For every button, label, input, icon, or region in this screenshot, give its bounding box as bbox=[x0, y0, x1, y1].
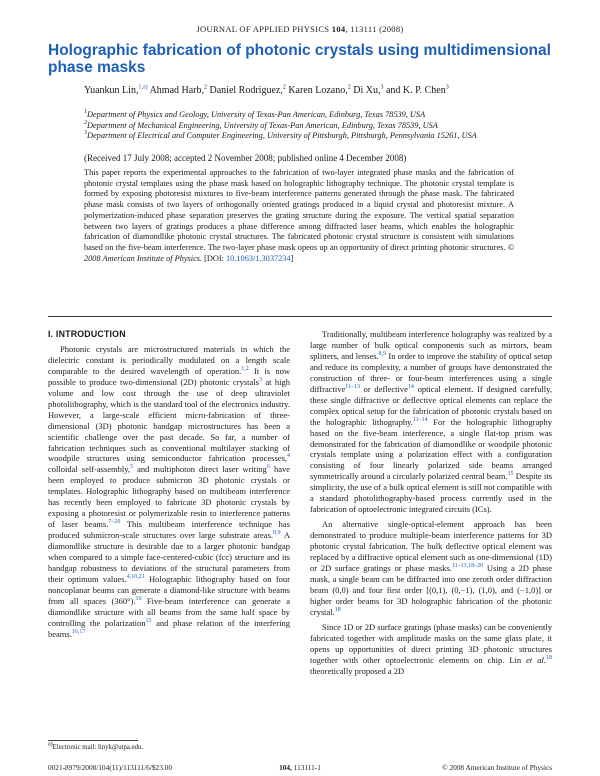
author-name: Yuankun Lin, bbox=[84, 85, 139, 96]
author-superscript: 2 bbox=[204, 84, 208, 91]
text-run: An alternative single-optical-element approach has been demonstrated to produce multiple-beam interference patterns for 3D photonic crystal fabrication. The bulk deflective optical element was replaced by a diffractive optical element such as one-dimensional (1D) or 2D surface gratings or phase masks. bbox=[310, 519, 552, 574]
text-run: et al. bbox=[526, 654, 546, 665]
article-number: 113111 (2008) bbox=[350, 24, 404, 34]
footer-volume: 104, bbox=[279, 763, 292, 772]
copyright-notice: © 2008 American Institute of Physics. bbox=[84, 242, 514, 263]
citation[interactable]: 4 bbox=[287, 453, 290, 460]
author-name: Karen Lozano, bbox=[285, 85, 348, 96]
text-run: or deflective bbox=[360, 383, 408, 394]
text-run: have been employed to produce submicron 3D photonic crystals or templates. Holographic lithography based on multibeam interference has recently been employed to fabricate 3D photonic crystals by exposing a photoresist or polymerizable resin to interference patterns of laser beams. bbox=[48, 464, 290, 530]
citation[interactable]: 10 bbox=[135, 596, 142, 603]
doi-bracket: ] bbox=[290, 253, 294, 263]
divider bbox=[48, 316, 552, 317]
author-name: and K. P. Chen bbox=[383, 85, 446, 96]
author-name: Daniel Rodriguez, bbox=[207, 85, 283, 96]
text-run: A diamondlike structure is desirable due to a larger photonic bandgap when compared to a simple face-centered-cubic (fcc) structure and its bandgap robustness to deviations of the structural parameters from their optimum values. bbox=[48, 530, 291, 584]
abstract-text: This paper reports the experimental approaches to the fabrication of two-layer integrated phase masks and the fabrication of photonic crystal templates using the phase mask based on holographic lithography technique. The photonic crystal template is formed by exposing photoresist mixtures to five-beam interference patterns generated through the phase mask. The fabricated phase mask consists of two layers of orthogonally oriented gratings produced in a liquid crystal and photoresist mixture. A polymerization-induced phase separation preserves the grating structure during the exposure. The vertical spatial separation between two layers of gratings produces a phase difference among diffracted laser beams, which enables the holographic fabrication of diamondlike photonic crystal structures. The fabricated photonic crystal structure is consistent with simulations based on the five-beam interference. The two-layer phase mask opens up an opportunity of direct printing photonic structures. bbox=[84, 168, 514, 252]
doi-link[interactable]: 10.1063/1.3037234 bbox=[226, 253, 291, 263]
affiliation-text: Department of Mechanical Engineering, University of Texas-Pan American, Edinburg, Texas 78539, USA bbox=[87, 120, 438, 130]
text-run: Traditionally, multibeam interference holography was realized by a large number of bulk optical components such as mirrors, beam splitters, and lenses. bbox=[310, 329, 552, 361]
text-run: Five-beam interference can generate a diamondlike structure with all beams from the same half space by controlling the polarization bbox=[48, 595, 290, 628]
affiliation-number: 1 bbox=[84, 109, 87, 116]
text-run: at high volume and low cost through the use of deep ultraviolet photolithography, which is the standard tool of the electronics industry. However, a large-scale efficient micro-fabrication of three-dimensional (3D) photonic bandgap microstructures has been a scientific challenge over the past decade. So far, a number of fabrication techniques such as conventional multilayer stacking of woodpile structures using semiconductor fabrication processes, bbox=[48, 376, 290, 464]
footnote-label: a) bbox=[48, 741, 53, 748]
text-run: colloidal self-assembly, bbox=[48, 464, 131, 475]
footnote bbox=[48, 741, 144, 751]
affiliation bbox=[84, 121, 514, 132]
text-run: optical element. If designed carefully, these single diffractive or deflective optical elements can replace the complex optical setup for the fabrication of photonic crystals based on the holographic lithography. bbox=[310, 383, 552, 427]
journal-name: JOURNAL OF APPLIED PHYSICS bbox=[196, 24, 330, 34]
doi-label: [DOI: bbox=[202, 253, 227, 263]
citation[interactable]: 16,17 bbox=[71, 628, 86, 635]
abstract bbox=[84, 168, 514, 264]
citation[interactable]: 3 bbox=[259, 376, 262, 383]
citation[interactable]: 11–13 bbox=[345, 383, 361, 390]
text-run: theoretically proposed a 2D bbox=[310, 665, 405, 676]
affiliation-number: 2 bbox=[84, 119, 87, 126]
citation[interactable]: 5 bbox=[130, 464, 134, 471]
author-superscript[interactable]: 1,a) bbox=[138, 84, 148, 91]
citation[interactable]: 6 bbox=[266, 464, 270, 471]
text-run: For the holographic lithography based on the five-beam interference, a single flat-top prism was demonstrated for the fabrication of diamondlike or woodpile photonic crystals template using a polarization effect with a configuration consisting of four linearly polarized side beams arranged symmetrically around a circularly polarized central beam. bbox=[310, 416, 552, 482]
citation[interactable]: 15 bbox=[145, 617, 152, 624]
text-run: Since 1D or 2D surface gratings (phase masks) can be conveniently fabricated together with amplitude masks on the same glass plate, it opens up opportunities of direct printing 3D photonic structures together with other optoelectronic elements on chip. Lin bbox=[310, 621, 552, 665]
footer-copyright: © 2008 American Institute of Physics bbox=[442, 763, 552, 772]
citation[interactable]: 8,9 bbox=[273, 530, 281, 537]
author-list bbox=[84, 84, 504, 97]
affiliation bbox=[84, 131, 514, 142]
journal-volume: 104 bbox=[331, 24, 346, 34]
text-run: Holographic lithography based on four noncoplanar beams can generate a diamond-like structure with beams from all spaces (360°). bbox=[48, 573, 290, 606]
affiliation bbox=[84, 110, 514, 121]
text-run: Despite its simplicity, the use of a bulk optical element is still not compatible with a standard photolithography-based process currently used in the fabrication of optoelectronic integrated circuits (ICs). bbox=[310, 471, 553, 515]
citation[interactable]: 11–14 bbox=[412, 416, 428, 423]
publication-dates: (Received 17 July 2008; accepted 2 November 2008; published online 4 December 2008) bbox=[84, 153, 407, 163]
paragraph bbox=[310, 329, 552, 515]
footer-page-number: 113111-1 bbox=[291, 763, 321, 772]
footnote-divider bbox=[48, 740, 138, 741]
text-run: and phase relation of the interfering beams. bbox=[48, 617, 290, 639]
text-run: Using a 2D phase mask, a single beam can be diffracted into one zeroth order diffraction beam (0,0) and four first order [(0,1), (0,−1), (1,0), and (−1,0)] or higher order beams for 3D holographic fabrication of the photonic crystal. bbox=[310, 563, 552, 617]
footer-issn: 0021-8979/2008/104(11)/113111/6/$23.00 bbox=[48, 763, 172, 772]
affiliation-number: 3 bbox=[84, 130, 87, 137]
author-superscript: 2 bbox=[347, 84, 351, 91]
citation[interactable]: 18 bbox=[546, 654, 552, 661]
paragraph bbox=[48, 344, 290, 640]
citation[interactable]: 15 bbox=[507, 471, 514, 478]
right-column bbox=[310, 329, 552, 677]
paragraph bbox=[310, 519, 552, 618]
text-run: It is now possible to produce two-dimensional (2D) photonic crystals bbox=[48, 365, 291, 387]
affiliation-text: Department of Electrical and Computer Engineering, University of Pittsburgh, Pittsburgh, Pennsylvania 15261, USA bbox=[87, 131, 477, 141]
footnote-text: Electronic mail: linyk@utpa.edu. bbox=[52, 744, 144, 751]
author-superscript: 3 bbox=[445, 84, 449, 91]
citation[interactable]: 11–13,18–20 bbox=[451, 563, 484, 570]
author-superscript: 3 bbox=[380, 84, 384, 91]
citation[interactable]: 4,10,21 bbox=[126, 574, 145, 581]
paper-title: Holographic fabrication of photonic crystals using multidimensional phase masks bbox=[48, 42, 551, 76]
text-run: and multiphoton direct laser writing bbox=[133, 464, 267, 475]
text-run: This multibeam interference technique has produced submicron-scale structures over large substrate areas. bbox=[48, 519, 290, 541]
text-run: Photonic crystals are microstructured materials in which the dielectric constant is periodically modulated on a length scale comparable to the desired wavelength of operation. bbox=[48, 343, 290, 376]
affiliation-list bbox=[84, 110, 514, 142]
citation[interactable]: 7–20 bbox=[108, 519, 121, 526]
section-heading: I. INTRODUCTION bbox=[48, 329, 126, 339]
author-superscript: 2 bbox=[282, 84, 286, 91]
author-name: Di Xu, bbox=[350, 85, 381, 96]
citation[interactable]: 8,9 bbox=[378, 351, 387, 358]
text-run: In order to improve the stability of optical setup and reduce its complexity, a number of groups have demonstrated the construction of three- or four-beam interferences using a single diffractive bbox=[310, 350, 552, 394]
citation[interactable]: 14 bbox=[407, 383, 414, 390]
left-column bbox=[48, 329, 290, 640]
citation[interactable]: 18 bbox=[334, 607, 341, 613]
affiliation-text: Department of Physics and Geology, University of Texas-Pan American, Edinburg, Texas 78539, USA bbox=[87, 110, 426, 119]
paragraph bbox=[310, 622, 552, 677]
author-name: Ahmad Harb, bbox=[147, 85, 205, 96]
journal-header: JOURNAL OF APPLIED PHYSICS 104, 113111 (2008) bbox=[196, 24, 404, 34]
citation[interactable]: 1,2 bbox=[241, 366, 249, 373]
